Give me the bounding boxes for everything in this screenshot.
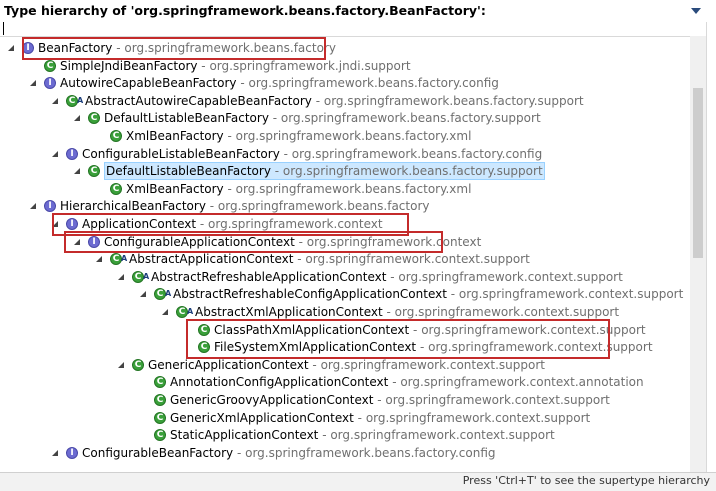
tree-item[interactable] [0,392,690,409]
tree-item[interactable] [0,286,690,303]
separator: - [308,357,321,372]
separator: - [112,41,125,55]
type-name: AbstractRefreshableConfigApplicationContext [173,287,447,302]
type-name: GenericApplicationContext [148,357,309,372]
tree-expand-toggle-icon[interactable] [30,80,37,87]
separator: - [388,375,401,390]
separator: - [223,181,236,196]
package-name: org.springframework.beans.factory.config [291,146,543,161]
tree-expand-toggle-icon[interactable] [52,221,59,228]
tree-item-label [82,146,542,163]
separator: - [311,93,324,108]
type-name: AnnotationConfigApplicationContext [170,375,389,390]
type-name: XmlBeanFactory [126,181,224,196]
panel-edge [706,22,716,472]
package-name: org.springframework.beans.factory.xml [235,181,472,196]
separator: - [409,322,422,337]
interface-icon [66,148,78,160]
separator: - [318,428,331,443]
package-name: org.springframework.jndi.support [209,58,411,73]
tree-expand-toggle-icon[interactable] [30,203,37,210]
separator: - [373,393,386,407]
separator: - [223,129,236,143]
package-name: org.springframework.context.support [398,269,623,284]
tree-item-label [170,392,610,409]
class-icon [88,165,100,177]
class-icon [110,183,122,195]
tree-item[interactable] [0,216,690,233]
type-name: AbstractApplicationContext [129,252,294,267]
tree-item[interactable] [0,128,690,145]
type-name: XmlBeanFactory [126,129,224,143]
tree-expand-toggle-icon[interactable] [162,309,169,316]
tree-item-label [82,445,496,462]
package-name: org.springframework.beans.factory.support [282,164,543,179]
tree-item-label [195,304,619,321]
tree-item[interactable] [0,198,690,215]
tree-item[interactable] [0,445,690,462]
class-icon [154,376,166,388]
tree-item[interactable] [0,93,690,110]
separator: - [205,199,218,214]
interface-icon [66,218,78,230]
type-name: SimpleJndiBeanFactory [60,58,198,73]
separator: - [386,269,399,284]
interface-icon [44,77,56,89]
tree-expand-toggle-icon[interactable] [118,362,125,369]
package-name: org.springframework.beans.factory.xml [235,129,472,143]
type-name: HierarchicalBeanFactory [60,199,206,214]
tree-item-label [126,128,471,145]
type-name: AbstractRefreshableApplicationContext [151,269,387,284]
scrollbar-thumb[interactable] [693,88,703,258]
tree-item[interactable] [0,357,690,374]
package-name: org.springframework.beans.factory.support [280,111,541,126]
tree-item[interactable] [0,339,690,356]
abstract-marker-icon: A [121,254,128,264]
status-bar [0,472,716,491]
class-icon [198,341,210,353]
class-icon [198,324,210,336]
type-name: ConfigurableBeanFactory [82,445,234,460]
type-name: ConfigurableListableBeanFactory [82,146,280,161]
tree-item[interactable] [0,40,690,57]
package-name: org.springframework.context.support [394,305,620,319]
tree-item-label [129,251,530,268]
class-icon [154,394,166,406]
view-menu-chevron-down-icon[interactable] [690,5,702,17]
type-name: AutowireCapableBeanFactory [60,76,237,91]
type-name: BeanFactory [38,41,113,55]
class-icon [154,412,166,424]
tree-item-label [151,269,623,286]
tree-item-label [170,410,590,427]
tree-item[interactable] [0,58,690,75]
interface-icon [44,200,56,212]
tree-item-label [214,322,646,339]
class-icon [132,359,144,371]
package-name: org.springframework.context.support [330,428,555,443]
filter-input[interactable] [0,22,706,36]
package-name: org.springframework.context.support [365,410,591,425]
tree-expand-toggle-icon[interactable] [74,168,81,175]
tree-item[interactable] [0,427,690,444]
tree-expand-toggle-icon[interactable] [8,45,15,52]
type-name: DefaultListableBeanFactory [106,164,271,179]
separator: - [270,164,283,179]
package-name: org.springframework.context.support [305,252,530,267]
tree-expand-toggle-icon[interactable] [74,115,81,122]
tree-expand-toggle-icon[interactable] [96,256,103,263]
tree-expand-toggle-icon[interactable] [52,151,59,158]
tree-expand-toggle-icon[interactable] [140,291,147,298]
tree-item-label [60,58,411,75]
package-name: org.springframework.context.support [428,340,653,355]
class-icon [44,60,56,72]
package-name: org.springframework.context.support [458,287,684,302]
tree-item-label [170,427,555,444]
tree-expand-toggle-icon[interactable] [52,98,59,105]
tree-item[interactable] [0,146,690,163]
separator: - [294,234,307,249]
tree-expand-toggle-icon[interactable] [118,274,125,281]
interface-icon [22,42,34,54]
abstract-marker-icon: A [165,289,172,299]
tree-item[interactable] [0,234,690,251]
package-name: org.springframework.context.support [320,357,545,372]
type-name: FileSystemXmlApplicationContext [214,340,417,355]
tree-item-label [38,40,336,57]
package-name: org.springframework.context [208,217,383,231]
separator: - [382,305,395,319]
interface-icon [88,236,100,248]
class-icon [88,112,100,124]
status-hint: Press 'Ctrl+T' to see the supertype hierarchy [462,474,710,487]
abstract-marker-icon: A [187,307,194,316]
separator: - [279,146,292,161]
abstract-marker-icon: A [77,95,84,105]
tree-item-label [60,198,429,215]
type-name: StaticApplicationContext [170,428,319,443]
tree-item[interactable] [0,251,690,268]
package-name: org.springframework.beans.factory [124,41,336,55]
tree-item-label [104,162,545,180]
tree-item[interactable] [0,269,690,286]
class-icon [154,429,166,441]
tree-item[interactable] [0,374,690,391]
tree-item-label [104,234,481,251]
interface-icon [66,447,78,459]
tree-item-label [148,357,545,374]
tree-expand-toggle-icon[interactable] [52,450,59,457]
type-name: ApplicationContext [82,217,197,231]
class-icon [110,130,122,142]
type-hierarchy-tree[interactable] [0,36,690,473]
text-caret [3,22,4,35]
tree-item[interactable] [0,304,690,321]
separator: - [233,445,246,460]
package-name: org.springframework.beans.factory [217,199,430,214]
tree-item-label [104,110,541,127]
tree-item[interactable] [0,75,690,92]
separator: - [353,410,366,425]
type-name: ClassPathXmlApplicationContext [214,322,410,337]
type-name: AbstractXmlApplicationContext [195,305,383,319]
tree-item[interactable] [0,163,690,180]
separator: - [236,76,249,91]
package-name: org.springframework.context.annotation [400,375,644,390]
type-name: GenericGroovyApplicationContext [170,393,374,407]
tree-item[interactable] [0,181,690,198]
separator: - [268,111,281,126]
type-name: GenericXmlApplicationContext [170,410,354,425]
tree-item-label [82,216,383,233]
type-name: DefaultListableBeanFactory [104,111,269,126]
tree-item-label [173,286,683,303]
abstract-marker-icon: A [143,271,150,281]
separator: - [196,217,209,231]
tree-item[interactable] [0,322,690,339]
tree-item-label [60,75,499,92]
package-name: org.springframework.context.support [385,393,610,407]
type-name: AbstractAutowireCapableBeanFactory [85,93,312,108]
tree-expand-toggle-icon[interactable] [74,239,81,246]
package-name: org.springframework.beans.factory.config [248,76,499,91]
tree-item[interactable] [0,110,690,127]
page-title: Type hierarchy of 'org.springframework.beans.factory.BeanFactory': [4,3,486,18]
tree-item-label [85,93,584,110]
separator: - [197,58,210,73]
separator: - [416,340,429,355]
tree-item[interactable] [0,410,690,427]
tree-item-label [126,181,471,198]
tree-item-label [214,339,653,356]
package-name: org.springframework.beans.factory.config [245,445,496,460]
tree-item-label [170,374,644,391]
header [0,0,716,22]
package-name: org.springframework.beans.factory.support [323,93,584,108]
separator: - [293,252,306,267]
package-name: org.springframework.context.support [421,322,646,337]
separator: - [446,287,459,302]
package-name: org.springframework.context [306,234,482,249]
type-name: ConfigurableApplicationContext [104,234,295,249]
